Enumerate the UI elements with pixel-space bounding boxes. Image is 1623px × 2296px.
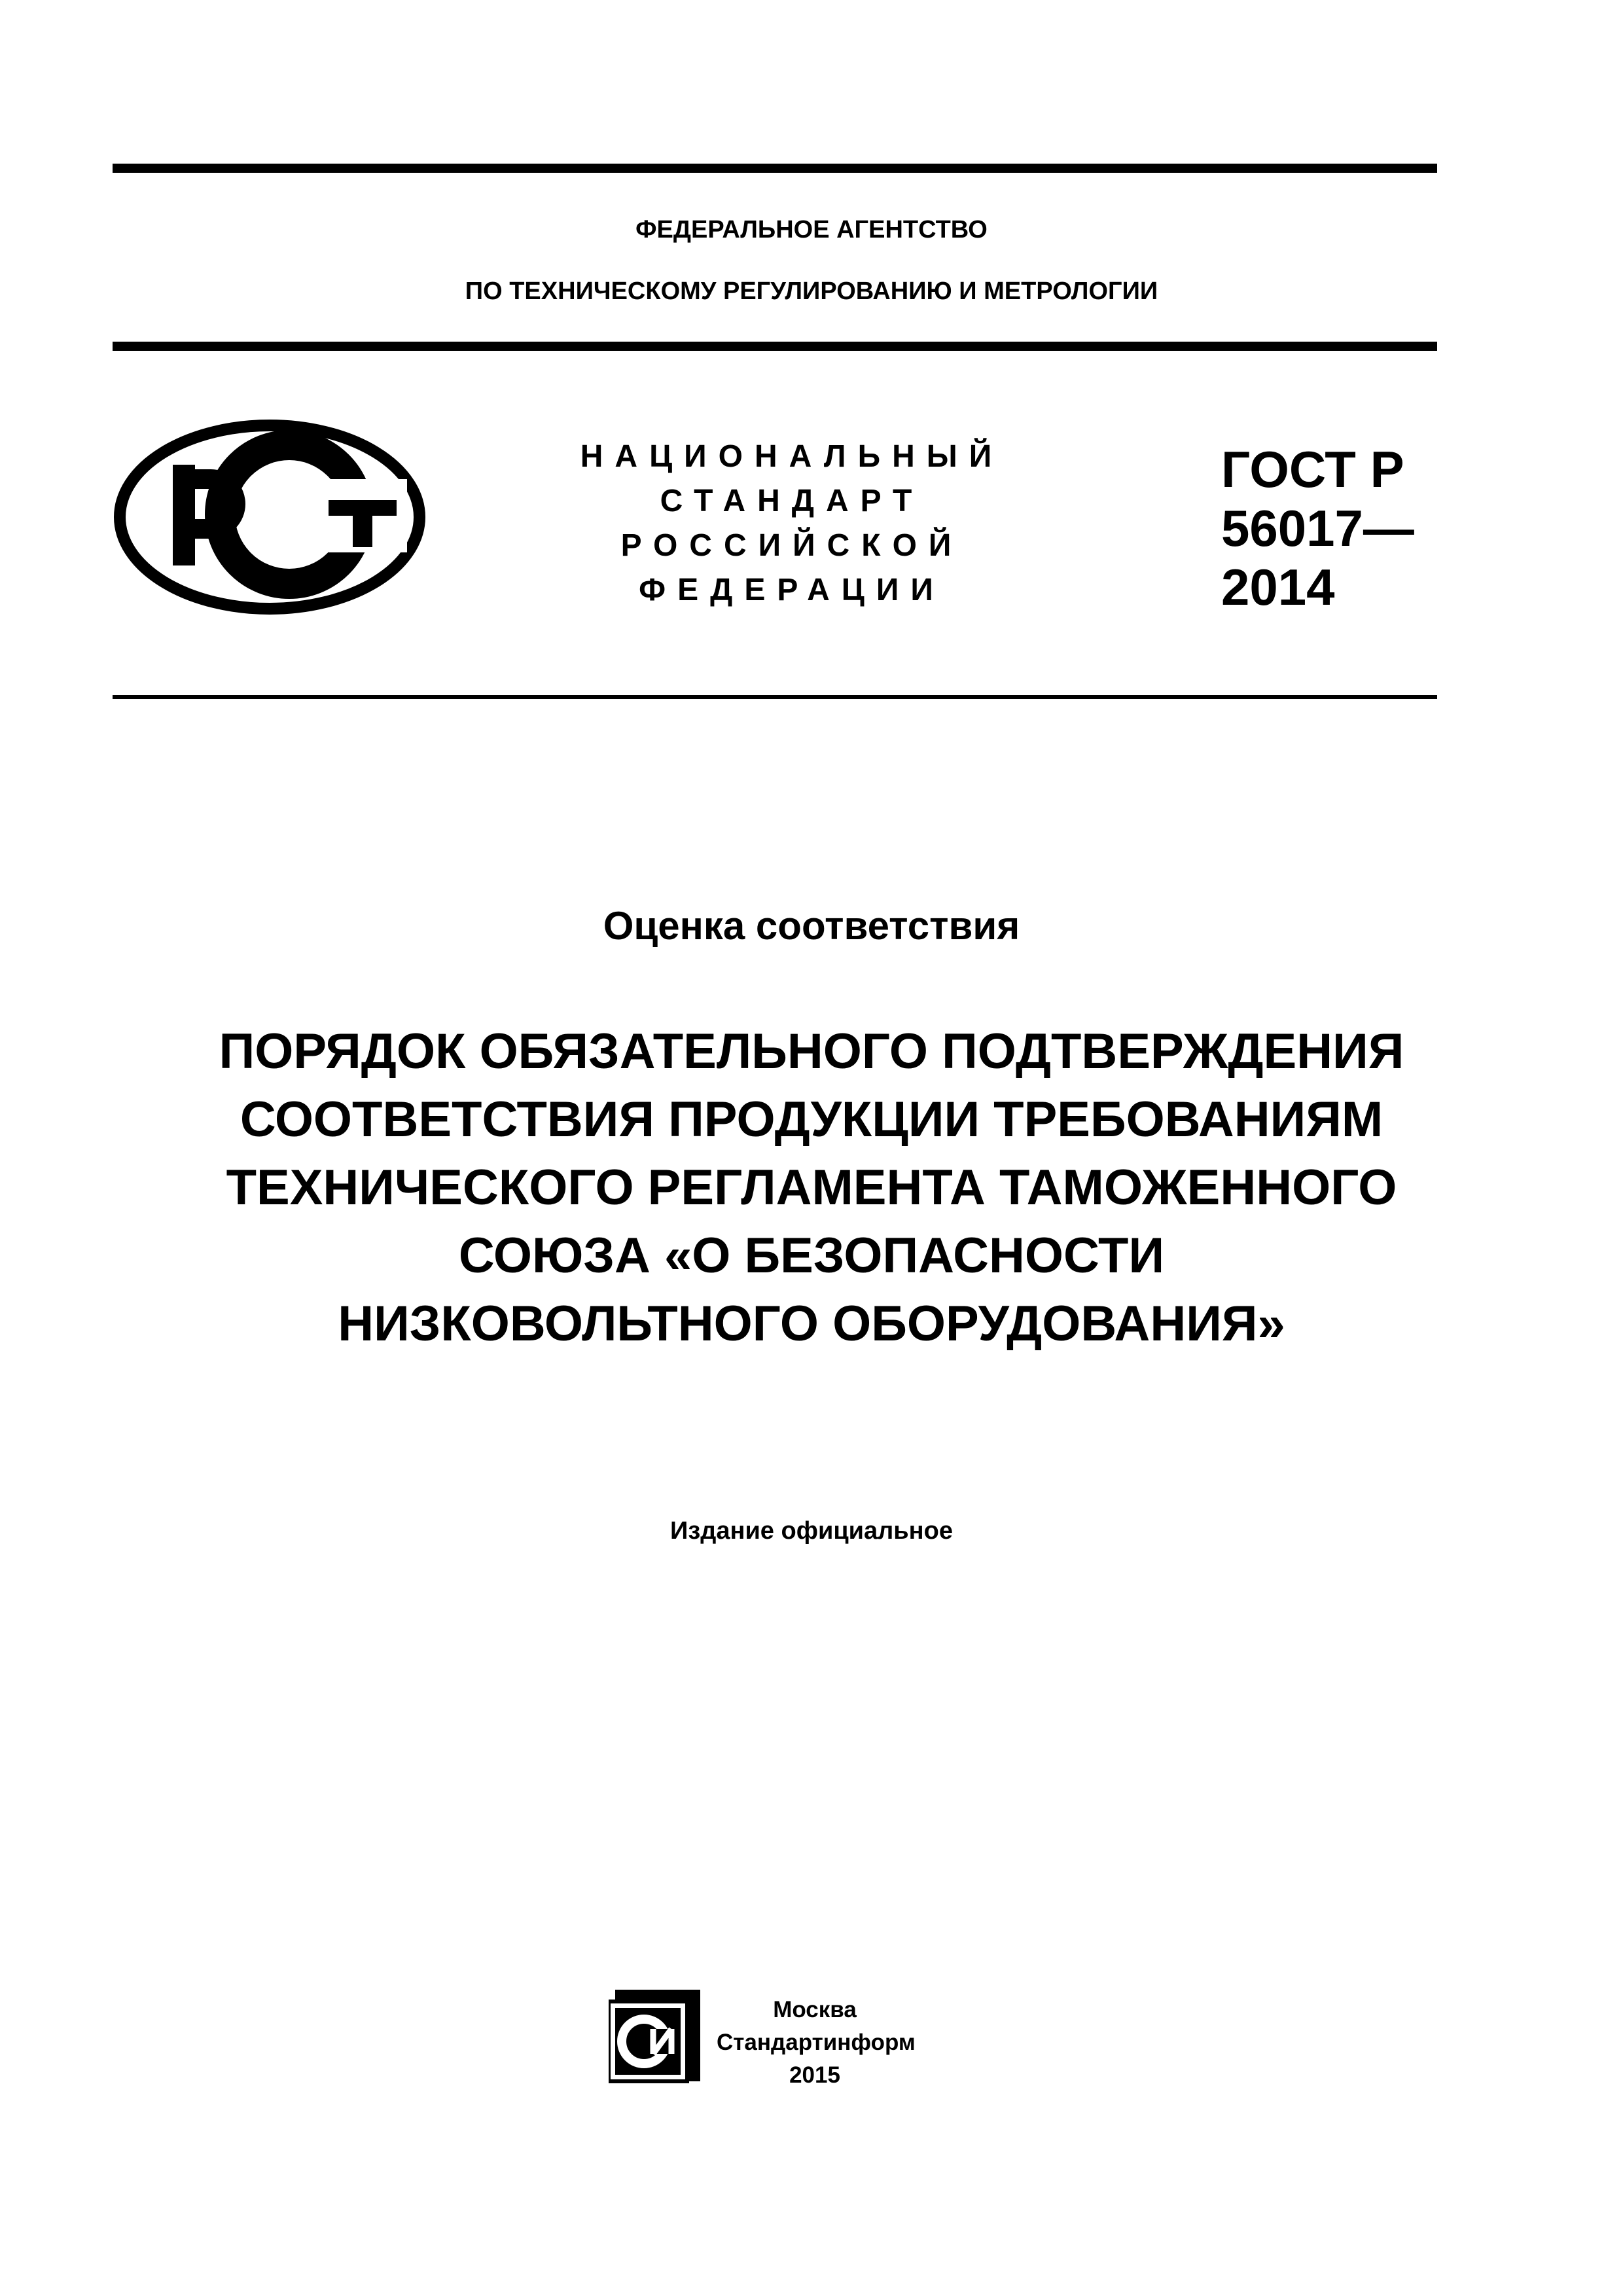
national-standard-text: [550, 435, 1034, 613]
document-title: [0, 1018, 1623, 1358]
gost-r-logo: [113, 419, 427, 615]
national-line: РОССИЙСКОЙ: [620, 528, 963, 563]
agency-line-2: ПО ТЕХНИЧЕСКОМУ РЕГУЛИРОВАНИЮ И МЕТРОЛОГИИ: [465, 278, 1158, 305]
title-line: ТЕХНИЧЕСКОГО РЕГЛАМЕНТА ТАМОЖЕННОГО: [226, 1160, 1397, 1215]
title-line: СОЮЗА «О БЕЗОПАСНОСТИ: [458, 1228, 1165, 1283]
title-line: СООТВЕТСТВИЯ ПРОДУКЦИИ ТРЕБОВАНИЯМ: [240, 1092, 1383, 1147]
agency-bottom-rule: [113, 342, 1437, 351]
header-bottom-rule: [113, 695, 1437, 699]
edition-label: Издание официальное: [670, 1517, 953, 1545]
gost-line: ГОСТ Р: [1221, 440, 1404, 498]
gost-line: 56017—: [1221, 499, 1414, 557]
publisher-city: Москва: [773, 1997, 857, 2022]
standartinform-logo: [609, 1983, 707, 2088]
national-line: НАЦИОНАЛЬНЫЙ: [580, 439, 1004, 474]
national-line: ФЕДЕРАЦИИ: [639, 573, 945, 607]
gost-designation: [1221, 440, 1414, 617]
publisher-year: 2015: [789, 2062, 840, 2088]
title-line: ПОРЯДОК ОБЯЗАТЕЛЬНОГО ПОДТВЕРЖДЕНИЯ: [219, 1024, 1404, 1079]
agency-line-1: ФЕДЕРАЛЬНОЕ АГЕНТСТВО: [635, 216, 988, 243]
document-subject: Оценка соответствия: [603, 904, 1020, 948]
publisher-info: [717, 1994, 916, 2092]
top-rule: [113, 164, 1437, 173]
national-line: СТАНДАРТ: [660, 484, 924, 518]
publisher-name: Стандартинформ: [717, 2030, 916, 2055]
gost-line: 2014: [1221, 558, 1335, 616]
title-line: НИЗКОВОЛЬТНОГО ОБОРУДОВАНИЯ»: [338, 1296, 1285, 1352]
